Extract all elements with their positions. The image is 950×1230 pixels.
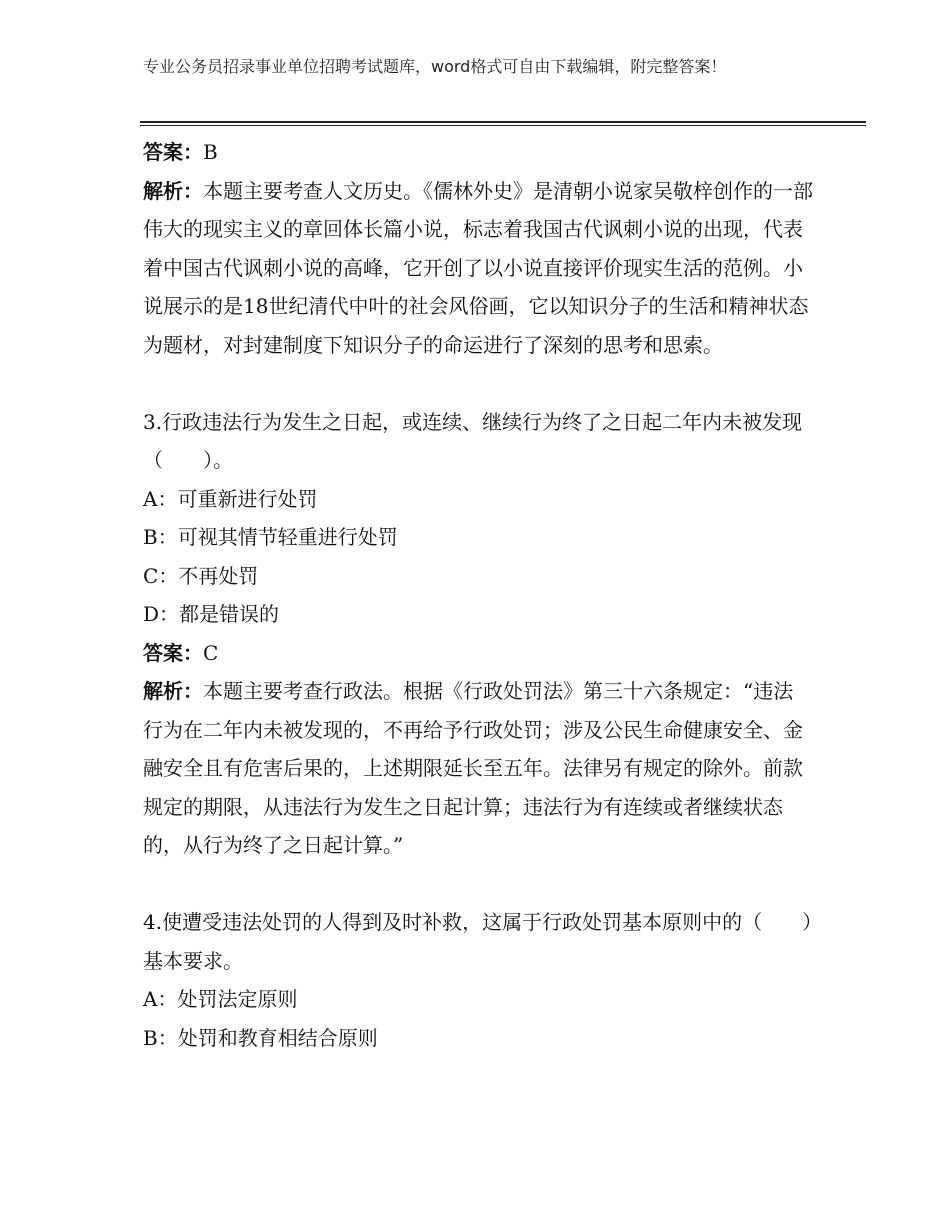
page-header-text: 专业公务员招录事业单位招聘考试题库，word格式可自由下载编辑，附完整答案！ [143, 57, 727, 76]
q3-question: 3.行政违法行为发生之日起，或连续、继续行为终了之日起二年内未被发现（ ）。 [143, 409, 803, 472]
q2-analysis [143, 172, 813, 365]
q3-analysis [143, 672, 813, 865]
analysis-label: 解析： [143, 679, 203, 703]
header-divider-thin [140, 125, 866, 126]
header-divider [140, 121, 866, 123]
q4-option-a: A：处罚法定原则 [143, 987, 298, 1011]
q3-option-c: C：不再处罚 [143, 563, 259, 588]
q4-question: 4.使遭受违法处罚的人得到及时补救，这属于行政处罚基本原则中的（ ）基本要求。 [143, 910, 813, 973]
answer-value: C [203, 640, 219, 665]
answer-label: 答案： [143, 640, 203, 665]
q2-answer [143, 133, 813, 172]
analysis-label: 解析： [143, 178, 203, 203]
answer-value: B [203, 140, 218, 164]
q3-answer [143, 634, 813, 673]
q3-option-a: A：可重新进行处罚 [143, 486, 318, 511]
q3-option-d: D：都是错误的 [143, 602, 280, 626]
document-body [143, 133, 813, 1057]
q4-option-b: B：处罚和教育相结合原则 [143, 1025, 378, 1050]
answer-label: 答案： [143, 140, 203, 164]
analysis-text: 本题主要考查人文历史。《儒林外史》是清朝小说家吴敬梓创作的一部伟大的现实主义的章回体长篇小说，标志着我国古代讽刺小说的出现，代表着中国古代讽刺小说的高峰，它开创了以小说直接评价现实生活的范例。小说展示的是18世纪清代中叶的社会风俗画，它以知识分子的生活和精神状态为题材，对封建制度下知识分子的命运进行了深刻的思考和思索。 [143, 178, 813, 357]
analysis-text: 本题主要考查行政法。根据《行政处罚法》第三十六条规定：“违法行为在二年内未被发现的，不再给予行政处罚；涉及公民生命健康安全、金融安全且有危害后果的，上述期限延长至五年。法律另有规定的除外。前款规定的期限，从违法行为发生之日起计算；违法行为有连续或者继续状态的，从行为终了之日起计算。” [143, 679, 803, 857]
q3-option-b: B：可视其情节轻重进行处罚 [143, 525, 398, 549]
